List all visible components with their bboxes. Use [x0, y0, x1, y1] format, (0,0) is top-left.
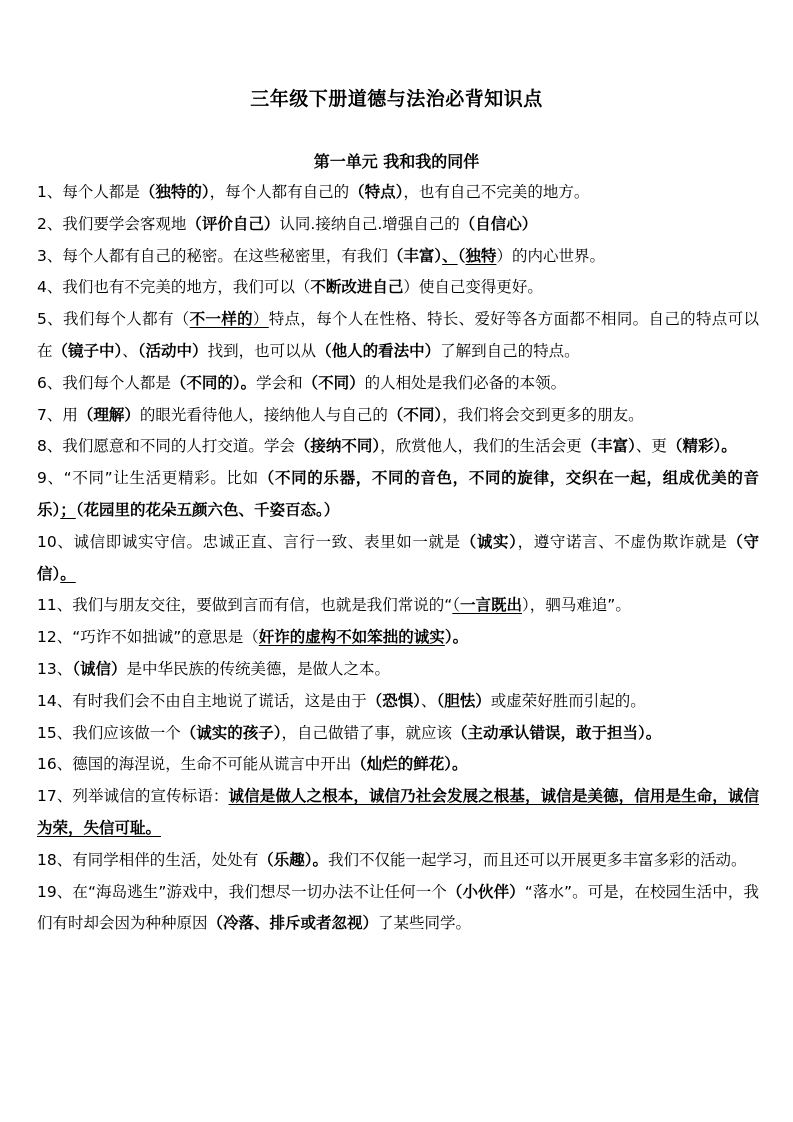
text-segment: 找到，也可以从 [207, 341, 317, 360]
text-segment: 1、每个人都是 [37, 183, 140, 201]
key-term: （独特的） [139, 183, 210, 201]
knowledge-point-4 [37, 272, 759, 304]
key-term: （主动承认错误，敢于担当）。 [452, 723, 662, 742]
key-term: （诚实的孩子） [180, 723, 282, 742]
key-term: （丰富） [581, 437, 636, 456]
text-segment: 特点，每个人在性格、特长、爱好等各方面都不相同。自己的特点可以在 [37, 310, 759, 360]
key-term: （诚实） [460, 532, 518, 551]
key-term: （镜子中） [52, 341, 123, 360]
key-term: （花园里的花朵五颜六色、千姿百态。） [75, 500, 340, 519]
text-segment: 9、“不同”让生活更精彩。比如 [37, 469, 259, 488]
text-segment: 10、诚信即诚实守信。忠诚正直、言行一致、表里如一就是 [37, 532, 461, 551]
text-segment: 5、我们每个人都有（ [37, 310, 190, 329]
knowledge-point-2 [37, 209, 759, 241]
knowledge-point-13 [37, 654, 759, 686]
knowledge-point-19 [37, 877, 759, 941]
text-segment: 18、有同学相伴的生活，处处有 [37, 850, 259, 869]
text-segment: 、 [122, 341, 138, 360]
text-segment: 7、用 [37, 405, 78, 424]
text-segment: 19、在“海岛逃生”游戏中，我们想尽一切办法不让任何一个 [37, 882, 447, 901]
knowledge-point-12 [37, 622, 759, 654]
key-term: 、 [442, 246, 458, 265]
text-segment: ） [252, 310, 269, 329]
knowledge-point-3 [37, 241, 759, 273]
text-segment: 17、列举诚信的宣传标语： [37, 787, 229, 806]
text-segment: 6、我们每个人都是 [37, 373, 171, 392]
text-segment: 了某些同学。 [378, 914, 472, 933]
key-term: 不一样的 [189, 310, 253, 329]
text-segment: 4、我们也有不完美的地方，我们可以（ [37, 278, 311, 297]
key-term: （评价自己） [186, 214, 280, 233]
knowledge-point-17 [37, 781, 759, 845]
text-segment: 16、德国的海涅说，生命不可能从谎言中开出 [37, 755, 352, 774]
key-term: （不同的乐器，不同的音色，不同的旋律，交织在一起，组成优美的音乐） [37, 469, 759, 519]
key-term: 一言既出 [460, 596, 523, 615]
text-segment: 2、我们要学会客观地 [37, 214, 187, 233]
text-segment: 3、每个人都有自己的秘密。在这些秘密里，有我们 [37, 246, 388, 265]
unit-heading: 第一单元 我和我的同伴 [313, 152, 480, 171]
text-segment: 学会和 [256, 373, 303, 392]
knowledge-point-list [37, 177, 759, 940]
text-segment: 的眼光看待他人，接纳他人与自己的 [139, 405, 388, 424]
key-term: （丰富） [387, 246, 443, 265]
key-term: （守信） [37, 532, 759, 583]
text-segment: ，也有自己不完美的地方。 [403, 183, 590, 201]
text-segment: 是中华民族的传统美德，是做人之本。 [126, 659, 391, 678]
text-segment: 的人相处是我们必备的本领。 [364, 373, 567, 392]
key-term: 奸诈的虚构不如笨拙的诚实 [258, 628, 445, 647]
knowledge-point-6 [37, 368, 759, 400]
key-term: （不同的）。 [170, 373, 257, 392]
text-segment: “落水”。可是，在校园生活中，我们有时却会因为种种原因 [37, 882, 759, 933]
text-segment: 11、我们与朋友交往，要做到言而有信，也就是我们常说的“ [37, 596, 453, 615]
key-term: （恐惧） [366, 691, 421, 710]
text-segment: ）的内心世界。 [496, 246, 605, 265]
key-term: （ [457, 246, 466, 265]
text-segment: 认同.接纳自己.增强自己的 [279, 214, 460, 233]
text-segment: ，遵守诺言、不虚伪欺诈就是 [517, 532, 728, 551]
key-term: （乐趣）。 [258, 850, 328, 869]
key-term: （冷落、排斥或者忽视） [207, 914, 379, 933]
knowledge-point-11 [37, 590, 759, 622]
text-segment: 了解到自己的特点。 [440, 341, 580, 360]
text-segment: 15、我们应该做一个 [37, 723, 181, 742]
key-term: （胆怯） [436, 691, 491, 710]
text-segment: 、 [421, 691, 437, 710]
key-term: （理解） [77, 405, 140, 424]
text-segment: 我们不仅能一起学习，而且还可以开展更多丰富多彩的活动。 [328, 850, 747, 869]
knowledge-point-8 [37, 431, 759, 463]
key-term: （特点） [349, 183, 404, 201]
key-term: （小伙伴） [446, 882, 525, 901]
knowledge-point-16 [37, 749, 759, 781]
text-segment: 、更 [635, 437, 667, 456]
text-segment: ，我们将会交到更多的朋友。 [442, 405, 644, 424]
text-segment: ），驷马难追”。 [522, 596, 631, 615]
text-segment: ，每个人都有自己的 [209, 183, 350, 201]
knowledge-point-7 [37, 400, 759, 432]
text-segment: ，自己做错了事，就应该 [281, 723, 453, 742]
key-term: ）。 [444, 628, 469, 647]
text-segment: ）使自己变得更好。 [403, 278, 543, 297]
key-term: 独特 [465, 246, 497, 265]
text-segment: （ [452, 596, 461, 615]
key-term: （自信心） [459, 214, 538, 233]
key-term: 诚信是做人之根本，诚信乃社会发展之根基，诚信是美德，信用是生命，诚信为荣，失信可耻。 [37, 787, 759, 837]
key-term: 。 [60, 564, 76, 583]
text-segment: 12、“巧诈不如拙诚”的意思是（ [37, 628, 259, 647]
key-term: 不断改进自己 [310, 278, 404, 297]
key-term: （不同） [302, 373, 365, 392]
key-term: （诚信） [72, 659, 127, 678]
text-segment: 或虚荣好胜而引起的。 [490, 691, 646, 710]
knowledge-point-15 [37, 718, 759, 750]
knowledge-point-1 [37, 177, 759, 209]
knowledge-point-14 [37, 686, 759, 718]
key-term: （接纳不同） [294, 437, 381, 456]
page-title: 三年级下册道德与法治必背知识点 [250, 88, 543, 110]
knowledge-point-18 [37, 845, 759, 877]
knowledge-point-5 [37, 304, 759, 368]
key-term: （活动中） [137, 341, 208, 360]
text-segment: 8、我们愿意和不同的人打交道。学会 [37, 437, 295, 456]
key-term: （不同） [387, 405, 443, 424]
knowledge-point-10 [37, 527, 759, 591]
text-segment: ，欣赏他人，我们的生活会更 [380, 437, 582, 456]
key-term: ； [60, 500, 76, 519]
knowledge-point-9 [37, 463, 759, 527]
key-term: （他人的看法中） [316, 341, 441, 360]
text-segment: 14、有时我们会不由自主地说了谎话，这是由于 [37, 691, 367, 710]
text-segment: 13、 [37, 659, 73, 678]
key-term: （灿烂的鲜花）。 [351, 755, 468, 774]
key-term: （精彩）。 [666, 437, 737, 456]
